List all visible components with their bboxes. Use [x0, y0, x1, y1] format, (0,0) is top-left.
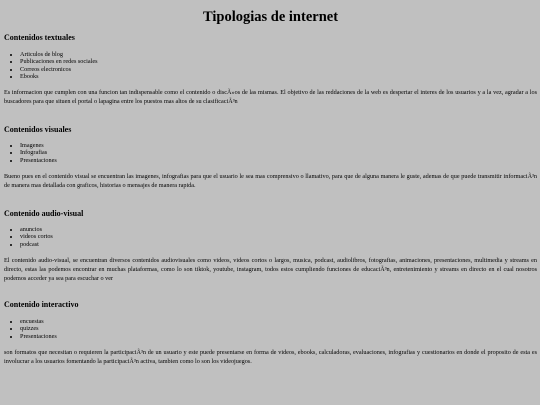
section-paragraph: El contenido audio-visual, se encuentran diversos contenidos audiovisuales como videos, videos cortos o largos, musica, podcast, audiolibros, fotografias, animaciones, presentaciones, multimedia y streams en directo, estas las podemos encontrar en muchas plataformas, como lo son tiktok, youtube, instagram, todos estos cumpliendo funciones de educaciÃ³n, entretenimiento y streams en directo en el cual nosotros podemos acceder ya sea para escuchar o ver — [4, 257, 537, 283]
section-visual-content — [4, 125, 537, 190]
list-item: • anuncios — [20, 226, 537, 233]
section-heading: Contenidos textuales — [4, 33, 75, 42]
page-title: Tipologias de internet — [202, 9, 339, 25]
section-interactive-content — [4, 300, 537, 366]
section-textual-content — [4, 33, 537, 106]
list-item: • Presentaciones — [20, 157, 537, 164]
list-item: • quizzes — [20, 325, 537, 332]
list-item: • Infografias — [20, 149, 537, 156]
section-heading: Contenido audio-visual — [4, 209, 84, 218]
section-heading: Contenido interactivo — [4, 300, 79, 309]
list-item: • Imagenes — [20, 142, 537, 149]
bullet-list — [4, 142, 537, 164]
list-item: • podcast — [20, 241, 537, 248]
list-item: • videos cortos — [20, 233, 537, 240]
section-heading: Contenidos visuales — [4, 125, 72, 134]
bullet-list — [4, 226, 537, 248]
list-item: • Correos electronicos — [20, 66, 537, 73]
list-item: • encuestas — [20, 318, 537, 325]
list-item: • Articulos de blog — [20, 51, 537, 58]
section-audio-visual-content — [4, 209, 537, 283]
section-paragraph: son formatos que necesitan o requieren la participaciÃ³n de un usuario y este puede presentarse en forma de videos, ebooks, calculadoras, evaluaciones, infografias y cuestionarios en donde el proposito de esta es involucrar a los usuarios fomentando la participaciÃ³n activa, tambien como lo son los videojuegos. — [4, 349, 537, 366]
bullet-list — [4, 318, 537, 340]
section-paragraph: Es informacion que cumplen con una funcion tan indispensable como el contenido o discÃ»os de las mismas. El objetivo de las reddaciones de la web es despertar el interes de los usuarios y a la vez, agradar a los buscadores para que situen el portal o lapagina entre los puestos mas altos de su clasificaciÃ³n — [4, 88, 537, 105]
list-item: • Publicaciones en redes sociales — [20, 58, 537, 65]
list-item: • Ebooks — [20, 73, 537, 80]
list-item: • Presentaciones — [20, 333, 537, 340]
section-paragraph: Bueno pues en el contenido visual se encuentran las imagenes, infografias para que el usuario le sea mas comprensivo o llamativo, para que de alguna manera le guste, ademas de que puede transmitir informaciÃ³n de manera mas detallada con graficos, historias o mensajes de manera rapida. — [4, 173, 537, 190]
bullet-list — [4, 51, 537, 81]
